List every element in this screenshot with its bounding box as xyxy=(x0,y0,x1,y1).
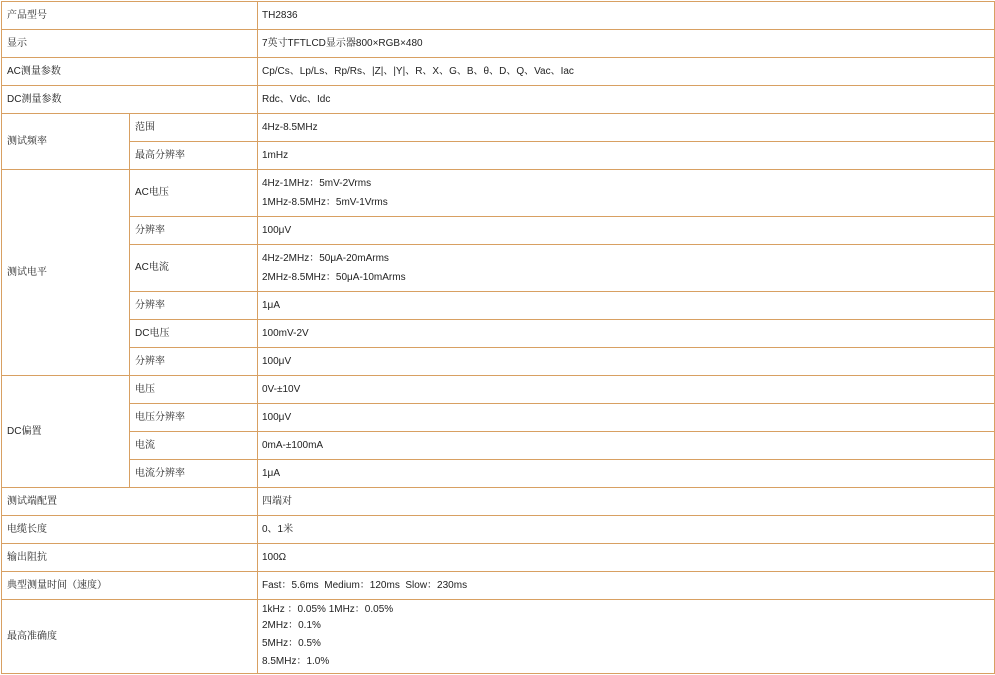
bias-current-res-value: 1μA xyxy=(258,460,995,488)
bias-voltage-res-label: 电压分辨率 xyxy=(130,404,258,432)
display-value: 7英寸TFTLCD显示器800×RGB×480 xyxy=(258,30,995,58)
dc-voltage-value: 100mV-2V xyxy=(258,320,995,348)
model-value: TH2836 xyxy=(258,2,995,30)
table-row xyxy=(2,348,995,376)
accuracy-value xyxy=(258,600,995,674)
accuracy-line: 8.5MHz：1.0% xyxy=(262,655,330,667)
dc-voltage-res-value: 100μV xyxy=(258,348,995,376)
accuracy-line: 1kHz ：0.05% 1MHz：0.05% xyxy=(262,603,394,615)
bias-current-label: 电流 xyxy=(130,432,258,460)
table-row xyxy=(2,432,995,460)
display-label: 显示 xyxy=(2,30,258,58)
ac-voltage-value xyxy=(258,170,995,217)
bias-current-res-label: 电流分辨率 xyxy=(130,460,258,488)
terminal-value: 四端对 xyxy=(258,488,995,516)
ac-voltage-res-value: 100μV xyxy=(258,217,995,245)
bias-voltage-res-value: 100μV xyxy=(258,404,995,432)
cable-label: 电缆长度 xyxy=(2,516,258,544)
table-row xyxy=(2,572,995,600)
table-row xyxy=(2,600,995,674)
speed-label: 典型测量时间（速度） xyxy=(2,572,258,600)
ac-voltage-line: 1MHz-8.5MHz：5mV-1Vrms xyxy=(262,197,388,208)
ac-current-line: 2MHz-8.5MHz：50μA-10mArms xyxy=(262,272,406,283)
accuracy-line: 2MHz：0.1% xyxy=(262,619,321,631)
ac-current-label: AC电流 xyxy=(130,245,258,292)
table-row xyxy=(2,142,995,170)
bias-current-value: 0mA-±100mA xyxy=(258,432,995,460)
table-row xyxy=(2,245,995,292)
model-label: 产品型号 xyxy=(2,2,258,30)
table-row xyxy=(2,170,995,217)
cable-value: 0、1米 xyxy=(258,516,995,544)
freq-resolution-value: 1mHz xyxy=(258,142,995,170)
bias-label: DC偏置 xyxy=(2,376,130,488)
spec-table xyxy=(1,1,995,674)
ac-current-value xyxy=(258,245,995,292)
bias-voltage-label: 电压 xyxy=(130,376,258,404)
freq-range-value: 4Hz-8.5MHz xyxy=(258,114,995,142)
table-row xyxy=(2,488,995,516)
ac-current-line: 4Hz-2MHz：50μA-20mArms xyxy=(262,253,389,264)
dc-params-value: Rdc、Vdc、Idc xyxy=(258,86,995,114)
speed-value: Fast：5.6ms Medium：120ms Slow：230ms xyxy=(258,572,995,600)
table-row xyxy=(2,320,995,348)
table-row xyxy=(2,2,995,30)
table-row xyxy=(2,292,995,320)
freq-range-label: 范围 xyxy=(130,114,258,142)
dc-voltage-res-label: 分辨率 xyxy=(130,348,258,376)
table-row xyxy=(2,86,995,114)
table-row xyxy=(2,404,995,432)
impedance-value: 100Ω xyxy=(258,544,995,572)
terminal-label: 测试端配置 xyxy=(2,488,258,516)
table-row xyxy=(2,114,995,142)
bias-voltage-value: 0V-±10V xyxy=(258,376,995,404)
table-row xyxy=(2,376,995,404)
accuracy-label: 最高准确度 xyxy=(2,600,258,674)
table-row xyxy=(2,58,995,86)
table-row xyxy=(2,460,995,488)
dc-params-label: DC测量参数 xyxy=(2,86,258,114)
freq-resolution-label: 最高分辨率 xyxy=(130,142,258,170)
accuracy-line: 5MHz：0.5% xyxy=(262,637,321,649)
freq-label: 测试频率 xyxy=(2,114,130,170)
impedance-label: 输出阻抗 xyxy=(2,544,258,572)
ac-current-res-label: 分辨率 xyxy=(130,292,258,320)
ac-params-value: Cp/Cs、Lp/Ls、Rp/Rs、|Z|、|Y|、R、X、G、B、θ、D、Q、Vac、Iac xyxy=(258,58,995,86)
ac-params-label: AC测量参数 xyxy=(2,58,258,86)
ac-current-res-value: 1μA xyxy=(258,292,995,320)
level-label: 测试电平 xyxy=(2,170,130,376)
table-row xyxy=(2,516,995,544)
dc-voltage-label: DC电压 xyxy=(130,320,258,348)
ac-voltage-res-label: 分辨率 xyxy=(130,217,258,245)
table-row xyxy=(2,217,995,245)
table-row xyxy=(2,544,995,572)
table-row xyxy=(2,30,995,58)
ac-voltage-label: AC电压 xyxy=(130,170,258,217)
ac-voltage-line: 4Hz-1MHz：5mV-2Vrms xyxy=(262,178,372,189)
